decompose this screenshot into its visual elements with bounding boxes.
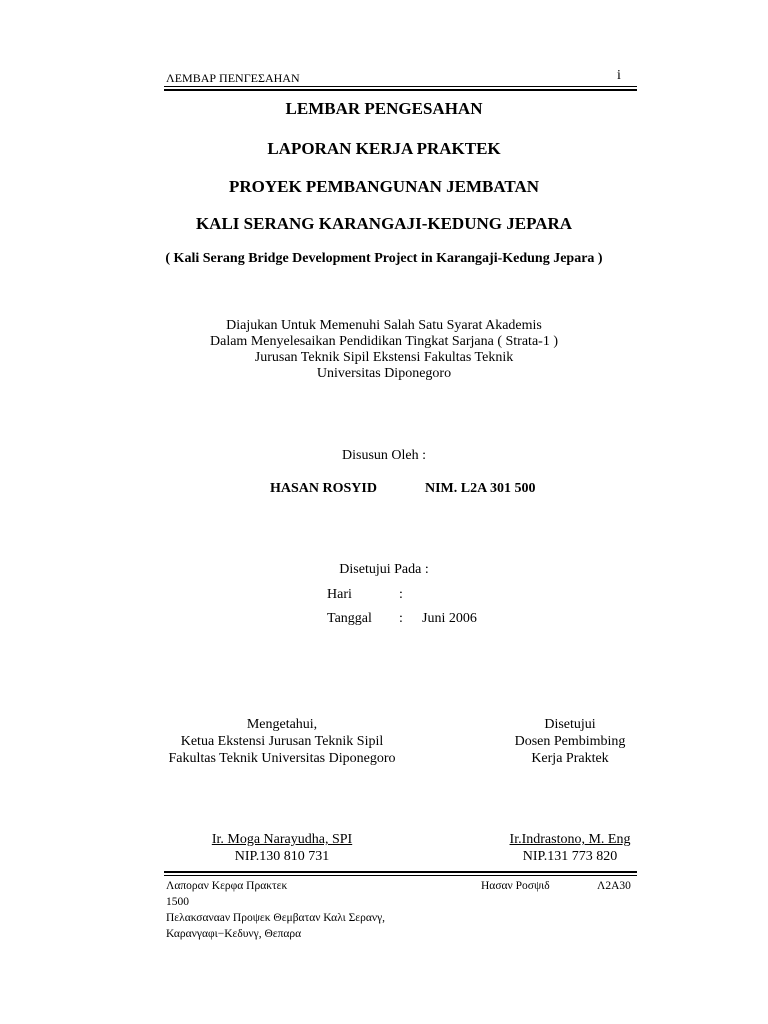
title-laporan: LAPORAN KERJA PRAKTEK <box>267 139 501 158</box>
purpose-line-1: Diajukan Untuk Memenuhi Salah Satu Syarat Akademis <box>226 318 542 333</box>
footer-left <box>166 878 385 942</box>
footer-rule-thick <box>164 871 637 873</box>
signatory-left <box>150 716 414 767</box>
footer-rule-thin <box>164 875 637 876</box>
right-sig-line-3: Kerja Praktek <box>531 751 609 766</box>
left-sig-nip: NIP.130 810 731 <box>234 849 330 864</box>
left-sig-name: Ir. Moga Narayudha, SPI <box>211 832 353 847</box>
right-sig-nip: NIP.131 773 820 <box>522 849 618 864</box>
right-sig-line-2: Dosen Pembimbing <box>514 734 626 749</box>
footer-line-4: Καρανγαφι−Κεδυνγ, Θεπαρα <box>166 928 302 940</box>
left-sig-line-2: Ketua Ekstensi Jurusan Teknik Sipil <box>180 734 384 749</box>
purpose-line-4: Universitas Diponegoro <box>316 366 452 381</box>
left-sig-line-1: Mengetahui, <box>246 717 318 732</box>
author-nim: NIM. L2A 301 500 <box>425 481 536 496</box>
approval-label: Disetujui Pada : <box>339 562 429 577</box>
author-label: Disusun Oleh : <box>342 448 426 463</box>
signatory-left-name-block <box>150 831 414 865</box>
day-separator: : <box>399 587 403 602</box>
english-title: ( Kali Serang Bridge Development Project in Karangaji-Kedung Jepara ) <box>165 251 603 266</box>
date-value: Juni 2006 <box>422 611 477 626</box>
author-name: HASAN ROSYID <box>270 481 377 496</box>
purpose-line-2: Dalam Menyelesaikan Pendidikan Tingkat Sarjana ( Strata-1 ) <box>210 334 558 349</box>
title-proyek: PROYEK PEMBANGUNAN JEMBATAN <box>228 177 540 196</box>
date-separator: : <box>399 611 403 626</box>
footer-code: Λ2Α30 <box>597 880 631 892</box>
footer-author: Ηασαν Ροσψιδ <box>481 880 550 892</box>
right-sig-name: Ir.Indrastono, M. Eng <box>509 832 631 847</box>
right-sig-line-1: Disetujui <box>544 717 596 732</box>
day-label: Hari <box>327 587 352 602</box>
date-label: Tanggal <box>327 611 372 626</box>
footer-line-2: 1500 <box>166 896 189 908</box>
footer-line-1: Λαποραν Κερφα Πρακτεκ <box>166 880 288 892</box>
signatory-right-name-block <box>490 831 650 865</box>
header-rule-thin <box>164 86 637 87</box>
left-sig-line-3: Fakultas Teknik Universitas Diponegoro <box>168 751 396 766</box>
footer-line-3: Πελακσαναaν Προψεκ Θεμβαταν Καλι Σερανγ, <box>166 912 386 924</box>
running-header: ΛΕΜΒΑΡ ΠΕΝΓΕΣΑΗΑΝ <box>166 71 300 85</box>
purpose-line-3: Jurusan Teknik Sipil Ekstensi Fakultas Teknik <box>254 350 514 365</box>
title-lembar-pengesahan: LEMBAR PENGESAHAN <box>285 99 483 118</box>
signatory-right <box>490 716 650 767</box>
title-location: KALI SERANG KARANGAJI-KEDUNG JEPARA <box>195 214 573 233</box>
header-rule-thick <box>164 89 637 91</box>
page-number: i <box>617 68 621 83</box>
